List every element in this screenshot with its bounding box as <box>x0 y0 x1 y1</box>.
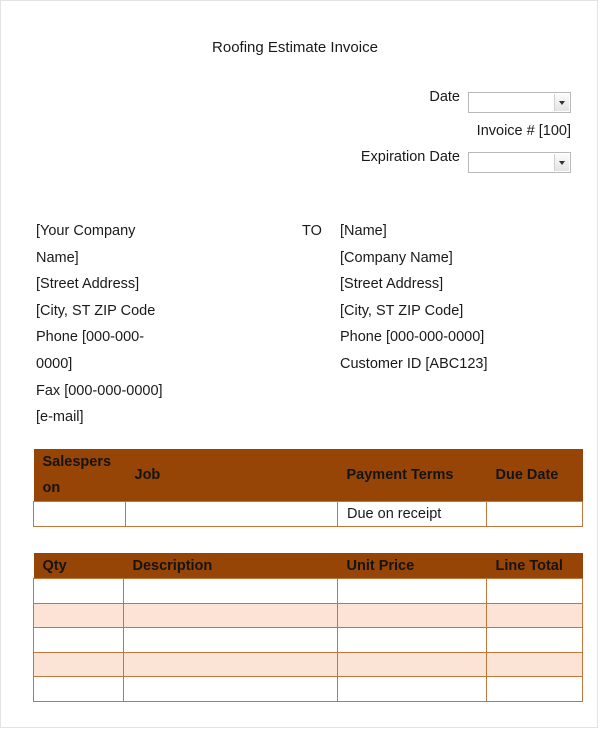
terms-header-row <box>34 449 583 502</box>
table-row <box>34 652 583 677</box>
expiration-date-dropdown[interactable] <box>468 152 571 173</box>
header-job: Job <box>126 449 338 502</box>
from-address <box>36 218 163 431</box>
payment-terms-cell[interactable]: Due on receipt <box>338 502 487 527</box>
invoice-number: Invoice # [100] <box>476 123 571 139</box>
unit-price-cell[interactable] <box>338 579 487 604</box>
line-total-cell[interactable] <box>487 677 583 702</box>
line-total-cell[interactable] <box>487 603 583 628</box>
unit-price-cell[interactable] <box>338 628 487 653</box>
job-cell[interactable] <box>126 502 338 527</box>
to-line: [Company Name] <box>340 249 453 266</box>
chevron-down-icon[interactable] <box>554 94 569 111</box>
chevron-down-icon[interactable] <box>554 154 569 171</box>
page-title: Roofing Estimate Invoice <box>212 39 378 56</box>
header-payment-terms: Payment Terms <box>338 449 487 502</box>
table-row <box>34 628 583 653</box>
unit-price-cell[interactable] <box>338 652 487 677</box>
table-row <box>34 603 583 628</box>
from-line: [Street Address] <box>36 276 140 293</box>
header-line-total: Line Total <box>487 553 583 579</box>
items-table <box>33 553 583 702</box>
qty-cell[interactable] <box>34 579 124 604</box>
table-row <box>34 502 583 527</box>
unit-price-cell[interactable] <box>338 677 487 702</box>
to-line: [City, ST ZIP Code] <box>340 302 464 319</box>
description-cell[interactable] <box>124 579 338 604</box>
table-row <box>34 579 583 604</box>
line-total-cell[interactable] <box>487 652 583 677</box>
due-date-cell[interactable] <box>487 502 583 527</box>
from-line: [Your Company <box>36 223 136 239</box>
to-line: [Name] <box>340 223 387 239</box>
to-address <box>340 218 487 378</box>
header-description: Description <box>124 553 338 579</box>
description-cell[interactable] <box>124 677 338 702</box>
header-salesperson: Salespers on <box>34 449 126 502</box>
from-line: Name] <box>36 249 79 266</box>
line-total-cell[interactable] <box>487 579 583 604</box>
description-cell[interactable] <box>124 652 338 677</box>
from-line: [City, ST ZIP Code <box>36 302 156 319</box>
line-total-cell[interactable] <box>487 628 583 653</box>
from-line: 0000] <box>36 355 73 372</box>
salesperson-cell[interactable] <box>34 502 126 527</box>
unit-price-cell[interactable] <box>338 603 487 628</box>
qty-cell[interactable] <box>34 677 124 702</box>
table-row <box>34 677 583 702</box>
to-label-text: TO <box>302 223 322 239</box>
to-line: Customer ID [ABC123] <box>340 355 488 372</box>
description-cell[interactable] <box>124 628 338 653</box>
items-header-row <box>34 553 583 579</box>
header-due-date: Due Date <box>487 449 583 502</box>
from-line: [e-mail] <box>36 409 84 426</box>
header-unit-price: Unit Price <box>338 553 487 579</box>
qty-cell[interactable] <box>34 652 124 677</box>
from-line: Phone [000-000- <box>36 329 145 346</box>
terms-table <box>33 449 583 527</box>
description-cell[interactable] <box>124 603 338 628</box>
from-line: Fax [000-000-0000] <box>36 382 163 399</box>
to-line: Phone [000-000-0000] <box>340 329 485 346</box>
qty-cell[interactable] <box>34 628 124 653</box>
header-qty: Qty <box>34 553 124 579</box>
to-label <box>302 218 322 245</box>
qty-cell[interactable] <box>34 603 124 628</box>
to-line: [Street Address] <box>340 276 444 293</box>
expiration-date-label: Expiration Date <box>360 149 460 165</box>
date-label: Date <box>429 89 460 105</box>
date-dropdown[interactable] <box>468 92 571 113</box>
